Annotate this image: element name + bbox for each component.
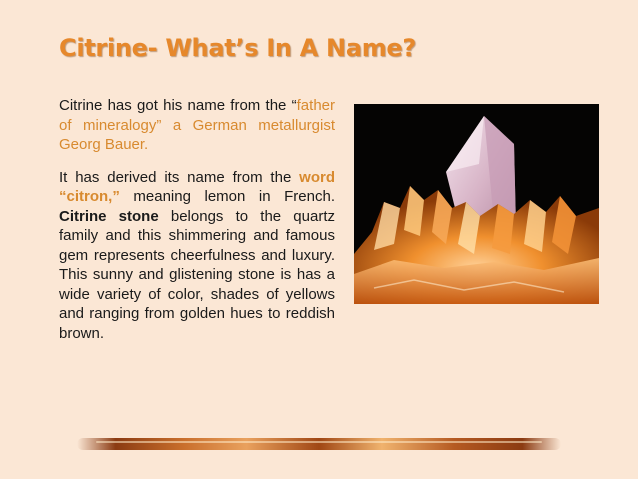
paragraph-2-text-3: belongs to the quartz family and this shimmering and famous gem represents cheerfulness and luxury. This sunny and glistening stone is has a wide variety of color, shades of yellows and ranging from golden hues to reddish brown. (59, 207, 335, 342)
paragraph-2-citrine-stone: Citrine stone (59, 207, 159, 225)
paragraph-1 (59, 96, 335, 155)
citrine-crystal-illustration (354, 104, 599, 304)
slide-title: Citrine- What’s In A Name? (59, 34, 417, 62)
paragraph-1-highlight: father of mineralogy” a German metallurgist Georg Bauer. (59, 97, 335, 153)
citrine-crystal-image (354, 104, 599, 304)
slide-body (59, 96, 335, 343)
paragraph-1-text: Citrine has got his name from the “ (59, 97, 297, 114)
paragraph-2-text-1: It has derived its name from the (59, 168, 300, 186)
paragraph-2-citron: “citron,” (59, 188, 120, 205)
paragraph-2-word: word (299, 168, 335, 186)
paragraph-2 (59, 168, 335, 344)
decorative-footer-bar (77, 438, 561, 450)
paragraph-2-text-2: meaning lemon in French. (119, 188, 335, 205)
